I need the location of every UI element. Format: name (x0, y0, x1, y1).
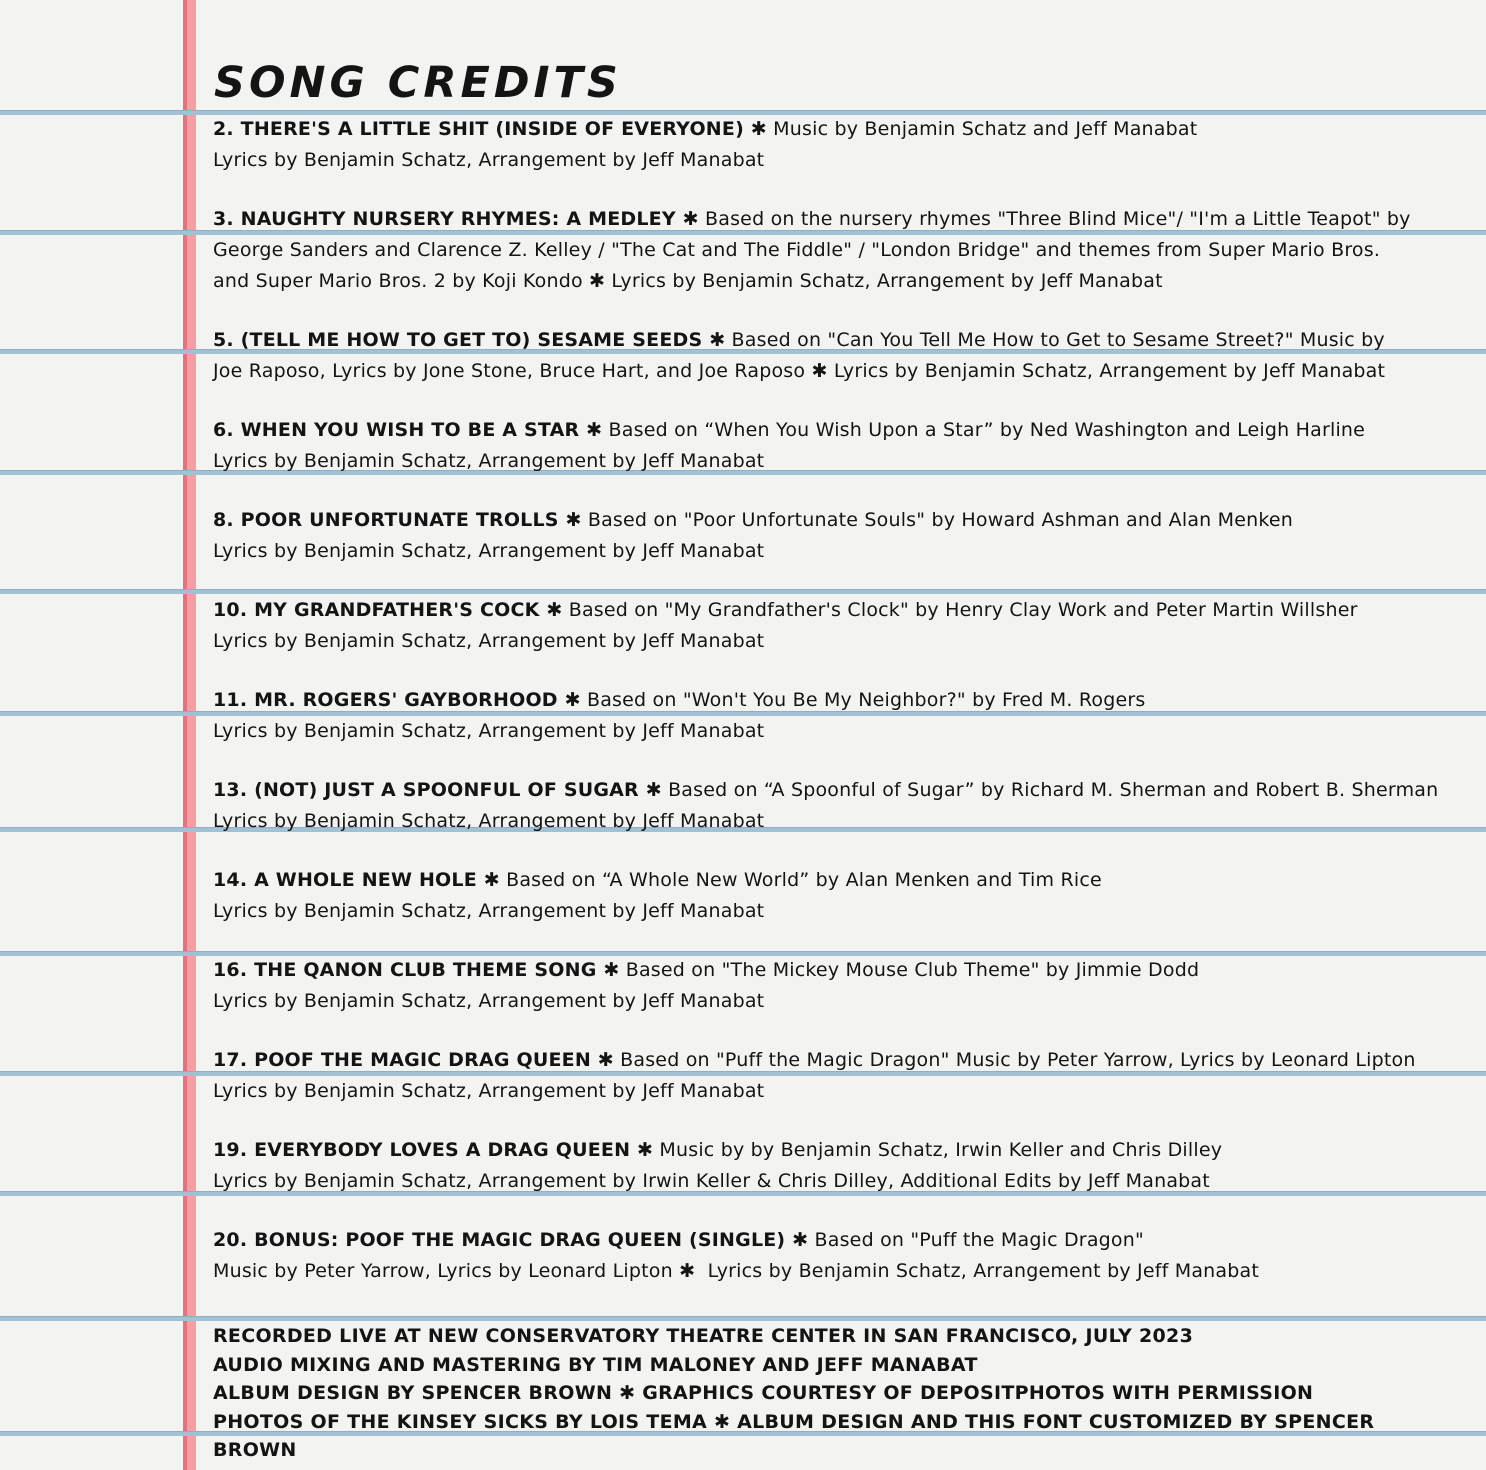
song-credit-line: George Sanders and Clarence Z. Kelley / "The Cat and The Fiddle" / "London Bridge" and themes from Super Mario Bros. (213, 239, 1381, 261)
song-entry (213, 1225, 1453, 1287)
song-entry-first-line (213, 204, 1453, 235)
song-credit-line: Lyrics by Benjamin Schatz, Arrangement by Irwin Keller & Chris Dilley, Additional Edits by Jeff Manabat (213, 1170, 1210, 1192)
song-entry (213, 415, 1453, 477)
song-entry-first-line (213, 685, 1453, 716)
song-entry-first-line (213, 325, 1453, 356)
song-credit-line: Lyrics by Benjamin Schatz, Arrangement by Jeff Manabat (213, 630, 765, 652)
song-credit-line: Lyrics by Benjamin Schatz, Arrangement by Jeff Manabat (213, 540, 765, 562)
song-credit-text: ✱ Based on "Puff the Magic Dragon" (792, 1229, 1144, 1251)
song-credit-line: Lyrics by Benjamin Schatz, Arrangement by Jeff Manabat (213, 149, 765, 171)
production-credit-line: PHOTOS OF THE KINSEY SICKS BY LOIS TEMA ✱ ALBUM DESIGN AND THIS FONT CUSTOMIZED BY SPENCER BROWN (213, 1410, 1382, 1461)
production-credits (213, 1322, 1463, 1465)
song-credit-text: ✱ Based on "Puff the Magic Dragon" Music by Peter Yarrow, Lyrics by Leonard Lipton (597, 1049, 1416, 1071)
song-entry (213, 685, 1453, 747)
song-entry (213, 325, 1453, 387)
song-credit-line: Lyrics by Benjamin Schatz, Arrangement by Jeff Manabat (213, 990, 765, 1012)
song-entry-first-line (213, 595, 1453, 626)
song-title: 20. BONUS: POOF THE MAGIC DRAG QUEEN (SINGLE) (213, 1229, 793, 1251)
song-credit-line: Lyrics by Benjamin Schatz, Arrangement by Jeff Manabat (213, 810, 765, 832)
song-credit-line: Joe Raposo, Lyrics by Jone Stone, Bruce Hart, and Joe Raposo ✱ Lyrics by Benjamin Schatz, Arrangement by Jeff Manabat (213, 360, 1386, 382)
song-entry (213, 865, 1453, 927)
song-credit-line: Lyrics by Benjamin Schatz, Arrangement by Jeff Manabat (213, 900, 765, 922)
song-credit-text: ✱ Music by by Benjamin Schatz, Irwin Keller and Chris Dilley (637, 1139, 1223, 1161)
song-credit-text: ✱ Music by Benjamin Schatz and Jeff Manabat (750, 118, 1198, 140)
song-credit-text: ✱ Based on "My Grandfather's Clock" by Henry Clay Work and Peter Martin Willsher (546, 599, 1358, 621)
song-entry (213, 1135, 1453, 1197)
song-credit-text: ✱ Based on "Won't You Be My Neighbor?" by Fred M. Rogers (564, 689, 1146, 711)
song-title: 6. WHEN YOU WISH TO BE A STAR (213, 419, 587, 441)
ruled-line (0, 1316, 1486, 1321)
song-credit-text: ✱ Based on “A Whole New World” by Alan Menken and Tim Rice (483, 869, 1102, 891)
song-credit-line: Lyrics by Benjamin Schatz, Arrangement by Jeff Manabat (213, 720, 765, 742)
song-credits-list (213, 114, 1453, 1315)
song-entry-first-line (213, 865, 1453, 896)
song-entry-first-line (213, 955, 1453, 986)
song-entry-first-line (213, 415, 1453, 446)
song-title: 2. THERE'S A LITTLE SHIT (INSIDE OF EVERYONE) (213, 118, 751, 140)
song-entry (213, 114, 1453, 176)
song-entry-first-line (213, 1045, 1453, 1076)
song-credit-line: Lyrics by Benjamin Schatz, Arrangement by Jeff Manabat (213, 1080, 765, 1102)
production-credit-line: ALBUM DESIGN BY SPENCER BROWN ✱ GRAPHICS COURTESY OF DEPOSITPHOTOS WITH PERMISSION (213, 1382, 1314, 1404)
song-entry-first-line (213, 1225, 1453, 1256)
song-title: 5. (TELL ME HOW TO GET TO) SESAME SEEDS (213, 329, 710, 351)
song-title: 19. EVERYBODY LOVES A DRAG QUEEN (213, 1139, 638, 1161)
song-credit-text: ✱ Based on "Can You Tell Me How to Get to Sesame Street?" Music by (709, 329, 1385, 351)
song-title: 11. MR. ROGERS' GAYBORHOOD (213, 689, 565, 711)
song-entry (213, 1045, 1453, 1107)
song-entry-first-line (213, 114, 1453, 145)
song-title: 16. THE QANON CLUB THEME SONG (213, 959, 604, 981)
song-credit-line: and Super Mario Bros. 2 by Koji Kondo ✱ Lyrics by Benjamin Schatz, Arrangement by Jeff Manabat (213, 270, 1163, 292)
song-credit-text: ✱ Based on "Poor Unfortunate Souls" by Howard Ashman and Alan Menken (565, 509, 1294, 531)
song-title: 8. POOR UNFORTUNATE TROLLS (213, 509, 566, 531)
song-title: 13. (NOT) JUST A SPOONFUL OF SUGAR (213, 779, 646, 801)
production-credit-line: AUDIO MIXING AND MASTERING BY TIM MALONEY AND JEFF MANABAT (213, 1353, 978, 1376)
notebook-margin-line (183, 0, 196, 1470)
song-entry (213, 775, 1453, 837)
song-credit-text: ✱ Based on “When You Wish Upon a Star” by Ned Washington and Leigh Harline (586, 419, 1366, 441)
page-title: SONG CREDITS (214, 58, 622, 108)
production-credit-line: RECORDED LIVE AT NEW CONSERVATORY THEATRE CENTER IN SAN FRANCISCO, JULY 2023 (213, 1325, 1194, 1347)
song-entry-first-line (213, 1135, 1453, 1166)
song-credit-line: Lyrics by Benjamin Schatz, Arrangement by Jeff Manabat (213, 450, 765, 472)
song-entry-first-line (213, 775, 1453, 806)
song-title: 3. NAUGHTY NURSERY RHYMES: A MEDLEY (213, 208, 683, 230)
song-title: 10. MY GRANDFATHER'S COCK (213, 599, 547, 621)
song-credit-text: ✱ Based on the nursery rhymes "Three Blind Mice"/ "I'm a Little Teapot" by (682, 208, 1411, 230)
song-title: 17. POOF THE MAGIC DRAG QUEEN (213, 1049, 598, 1071)
song-credit-line: Music by Peter Yarrow, Lyrics by Leonard Lipton ✱ Lyrics by Benjamin Schatz, Arrangement by Jeff Manabat (213, 1260, 1259, 1282)
song-credit-text: ✱ Based on “A Spoonful of Sugar” by Richard M. Sherman and Robert B. Sherman (645, 779, 1439, 801)
song-entry (213, 505, 1453, 567)
song-credit-text: ✱ Based on "The Mickey Mouse Club Theme" by Jimmie Dodd (603, 959, 1200, 981)
song-entry-first-line (213, 505, 1453, 536)
song-title: 14. A WHOLE NEW HOLE (213, 869, 484, 891)
song-entry (213, 595, 1453, 657)
song-entry (213, 204, 1453, 297)
song-entry (213, 955, 1453, 1017)
